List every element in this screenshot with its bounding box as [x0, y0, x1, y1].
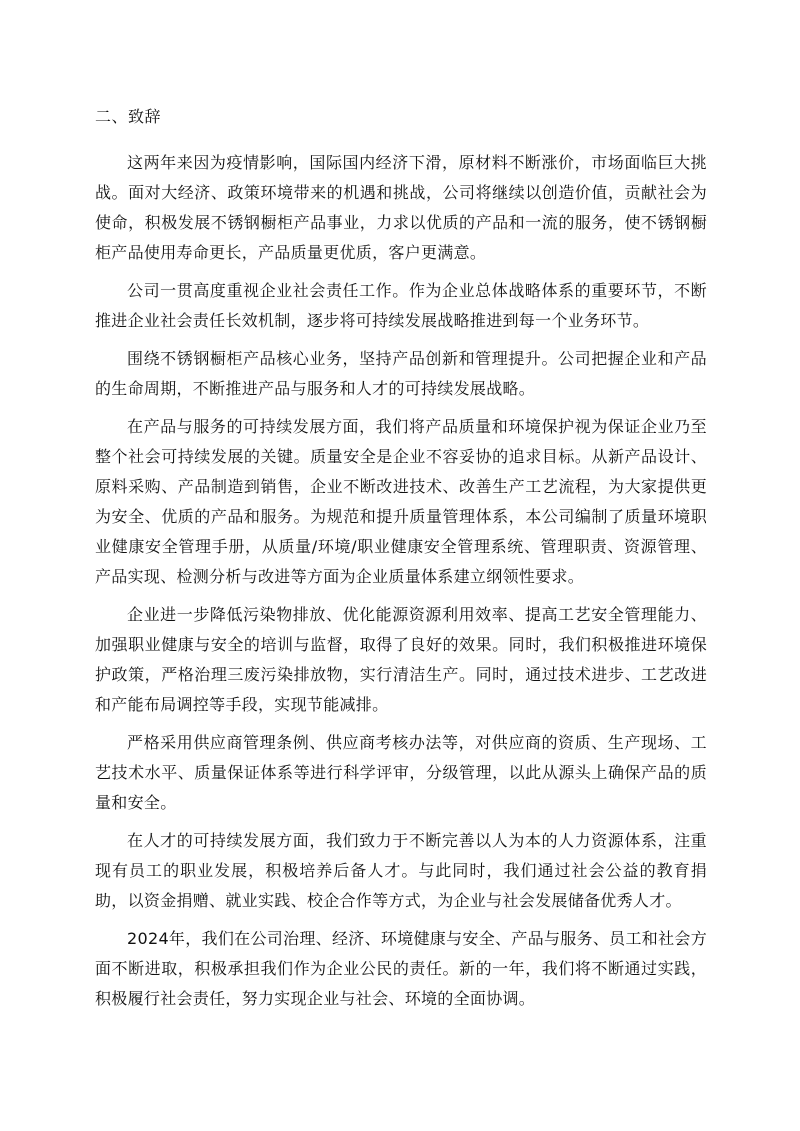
paragraph-environment: 企业进一步降低污染物排放、优化能源资源利用效率、提高工艺安全管理能力、加强职业健康与安全的培训与监督，取得了良好的效果。同时，我们积极推进环境保护政策，严格治理三废污染排放物，实行清洁生产。同时，通过技术进步、工艺改进和产能布局调控等手段，实现节能减排。	[95, 605, 707, 714]
paragraph-year-summary: 2024年，我们在公司治理、经济、环境健康与安全、产品与服务、员工和社会方面不断进取，积极承担我们作为企业公民的责任。新的一年，我们将不断通过实践，积极履行社会责任，努力实现企业与社会、环境的全面协调。	[95, 929, 707, 1008]
speech-body	[95, 148, 707, 1022]
section-heading: 二、致辞	[95, 107, 162, 126]
paragraph-pandemic-challenges: 这两年来因为疫情影响，国际国内经济下滑，原材料不断涨价，市场面临巨大挑战。面对大经济、政策环境带来的机遇和挑战，公司将继续以创造价值，贡献社会为使命，积极发展不锈钢橱柜产品事业，力求以优质的产品和一流的服务，使不锈钢橱柜产品使用寿命更长，产品质量更优质，客户更满意。	[95, 153, 707, 262]
paragraph-product-quality: 在产品与服务的可持续发展方面，我们将产品质量和环境保护视为保证企业乃至整个社会可持续发展的关键。质量安全是企业不容妥协的追求目标。从新产品设计、原料采购、产品制造到销售，企业不断改进技术、改善生产工艺流程，为大家提供更为安全、优质的产品和服务。为规范和提升质量管理体系，本公司编制了质量环境职业健康安全管理手册，从质量/环境/职业健康安全管理系统、管理职责、资源管理、产品实现、检测分析与改进等方面为企业质量体系建立纲领性要求。	[95, 417, 707, 586]
paragraph-talent-development: 在人才的可持续发展方面，我们致力于不断完善以人为本的人力资源体系，注重现有员工的职业发展，积极培养后备人才。与此同时，我们通过社会公益的教育捐助，以资金捐赠、就业实践、校企合作等方式，为企业与社会发展储备优秀人才。	[95, 831, 707, 910]
paragraph-social-responsibility: 公司一贯高度重视企业社会责任工作。作为企业总体战略体系的重要环节，不断推进企业社会责任长效机制，逐步将可持续发展战略推进到每一个业务环节。	[95, 281, 707, 330]
paragraph-supplier-management: 严格采用供应商管理条例、供应商考核办法等，对供应商的资质、生产现场、工艺技术水平、质量保证体系等进行科学评审，分级管理，以此从源头上确保产品的质量和安全。	[95, 733, 707, 812]
paragraph-core-business: 围绕不锈钢橱柜产品核心业务，坚持产品创新和管理提升。公司把握企业和产品的生命周期，不断推进产品与服务和人才的可持续发展战略。	[95, 349, 707, 398]
